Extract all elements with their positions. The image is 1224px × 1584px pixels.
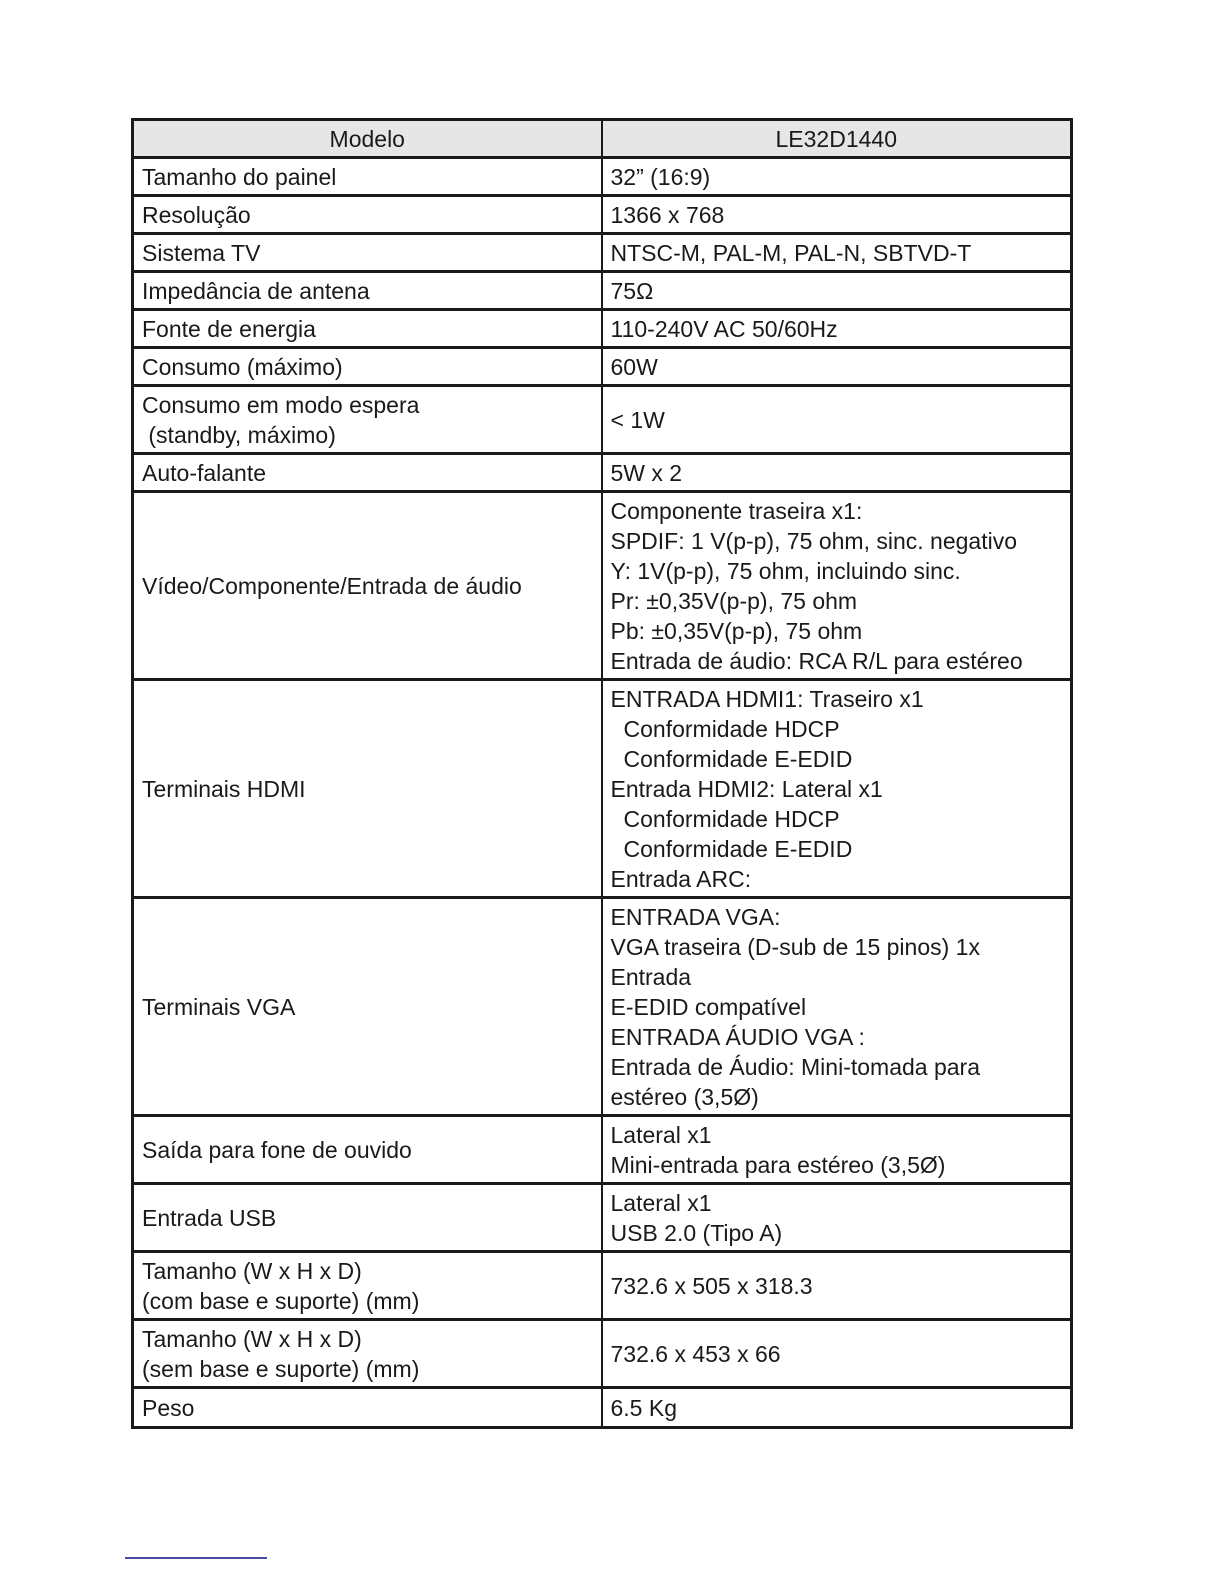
value-line: Y: 1V(p-p), 75 ohm, incluindo sinc. — [610, 558, 961, 584]
value-line: 110-240V AC 50/60Hz — [610, 316, 838, 342]
row-label — [133, 234, 602, 272]
table-row — [133, 196, 1072, 234]
value-line: 5W x 2 — [610, 460, 683, 486]
row-value — [602, 1252, 1072, 1320]
label-line: Consumo em modo espera — [142, 392, 420, 418]
table-row — [133, 272, 1072, 310]
label-line: Fonte de energia — [142, 316, 316, 342]
row-value — [602, 1184, 1072, 1252]
row-value — [602, 196, 1072, 234]
value-line: Conformidade HDCP — [623, 806, 840, 832]
value-line: Pb: ±0,35V(p-p), 75 ohm — [610, 618, 863, 644]
row-value — [602, 310, 1072, 348]
table-row — [133, 492, 1072, 680]
value-line: 732.6 x 505 x 318.3 — [610, 1273, 813, 1299]
row-label — [133, 386, 602, 454]
label-line: Saída para fone de ouvido — [142, 1137, 412, 1163]
row-label — [133, 1388, 602, 1428]
value-line: Entrada de Áudio: Mini-tomada para — [610, 1054, 980, 1080]
value-line: ENTRADA ÁUDIO VGA : — [610, 1024, 865, 1050]
value-line: Conformidade E-EDID — [623, 746, 853, 772]
table-row — [133, 1388, 1072, 1428]
table-row — [133, 898, 1072, 1116]
label-line: Auto-falante — [142, 460, 267, 486]
spec-table — [131, 118, 1073, 1429]
row-value — [602, 234, 1072, 272]
label-line: (sem base e suporte) (mm) — [142, 1356, 420, 1382]
label-line: Terminais VGA — [142, 994, 296, 1020]
label-line: (standby, máximo) — [142, 422, 336, 448]
value-line: ENTRADA HDMI1: Traseiro x1 — [610, 686, 924, 712]
row-label — [133, 272, 602, 310]
table-header-row — [133, 120, 1072, 158]
row-value — [602, 898, 1072, 1116]
value-line: Componente traseira x1: — [610, 498, 863, 524]
value-line: Lateral x1 — [610, 1122, 712, 1148]
table-row — [133, 1320, 1072, 1388]
value-line: USB 2.0 (Tipo A) — [610, 1220, 783, 1246]
value-line: Entrada — [610, 964, 692, 990]
value-line: 1366 x 768 — [610, 202, 725, 228]
row-label — [133, 196, 602, 234]
label-line: Tamanho (W x H x D) — [142, 1258, 362, 1284]
value-line: Pr: ±0,35V(p-p), 75 ohm — [610, 588, 858, 614]
table-row — [133, 158, 1072, 196]
row-label — [133, 1252, 602, 1320]
label-line: Resolução — [142, 202, 251, 228]
label-line: Entrada USB — [142, 1205, 277, 1231]
value-line: Entrada HDMI2: Lateral x1 — [610, 776, 883, 802]
label-line: Vídeo/Componente/Entrada de áudio — [142, 573, 522, 599]
header-model-value: LE32D1440 — [602, 120, 1072, 158]
table-row — [133, 310, 1072, 348]
value-line: 60W — [610, 354, 658, 380]
label-line: Sistema TV — [142, 240, 261, 266]
label-line: Peso — [142, 1395, 195, 1421]
row-value — [602, 1388, 1072, 1428]
value-line: Entrada de áudio: RCA R/L para estéreo — [610, 648, 1023, 674]
row-value — [602, 158, 1072, 196]
row-label — [133, 680, 602, 898]
table-row — [133, 680, 1072, 898]
table-row — [133, 1184, 1072, 1252]
value-line: Mini-entrada para estéreo (3,5Ø) — [610, 1152, 946, 1178]
table-row — [133, 234, 1072, 272]
table-row — [133, 348, 1072, 386]
table-row — [133, 1252, 1072, 1320]
value-line: Lateral x1 — [610, 1190, 712, 1216]
row-label — [133, 1320, 602, 1388]
value-line: SPDIF: 1 V(p-p), 75 ohm, sinc. negativo — [610, 528, 1018, 554]
label-line: Tamanho do painel — [142, 164, 337, 190]
row-label — [133, 348, 602, 386]
label-line: Tamanho (W x H x D) — [142, 1326, 362, 1352]
label-line: Terminais HDMI — [142, 776, 306, 802]
header-model-label: Modelo — [133, 120, 602, 158]
row-value — [602, 680, 1072, 898]
value-line: 32” (16:9) — [610, 164, 711, 190]
row-value — [602, 386, 1072, 454]
footer-divider — [125, 1557, 267, 1559]
table-row — [133, 454, 1072, 492]
label-line: (com base e suporte) (mm) — [142, 1288, 420, 1314]
value-line: < 1W — [610, 407, 665, 433]
row-value — [602, 492, 1072, 680]
value-line: E-EDID compatível — [610, 994, 807, 1020]
row-value — [602, 1116, 1072, 1184]
value-line: 732.6 x 453 x 66 — [610, 1341, 781, 1367]
row-label — [133, 1184, 602, 1252]
row-label — [133, 454, 602, 492]
row-label — [133, 310, 602, 348]
value-line: 6.5 Kg — [610, 1395, 677, 1421]
row-value — [602, 272, 1072, 310]
row-label — [133, 158, 602, 196]
value-line: Conformidade HDCP — [623, 716, 840, 742]
value-line: Entrada ARC: — [610, 866, 752, 892]
row-value — [602, 454, 1072, 492]
label-line: Consumo (máximo) — [142, 354, 343, 380]
value-line: 75Ω — [610, 278, 654, 304]
row-label — [133, 898, 602, 1116]
row-label — [133, 492, 602, 680]
row-label — [133, 1116, 602, 1184]
row-value — [602, 348, 1072, 386]
value-line: Conformidade E-EDID — [623, 836, 853, 862]
value-line: estéreo (3,5Ø) — [610, 1084, 759, 1110]
value-line: ENTRADA VGA: — [610, 904, 781, 930]
value-line: VGA traseira (D-sub de 15 pinos) 1x — [610, 934, 980, 960]
row-value — [602, 1320, 1072, 1388]
value-line: NTSC-M, PAL-M, PAL-N, SBTVD-T — [610, 240, 972, 266]
table-row — [133, 386, 1072, 454]
table-row — [133, 1116, 1072, 1184]
label-line: Impedância de antena — [142, 278, 370, 304]
